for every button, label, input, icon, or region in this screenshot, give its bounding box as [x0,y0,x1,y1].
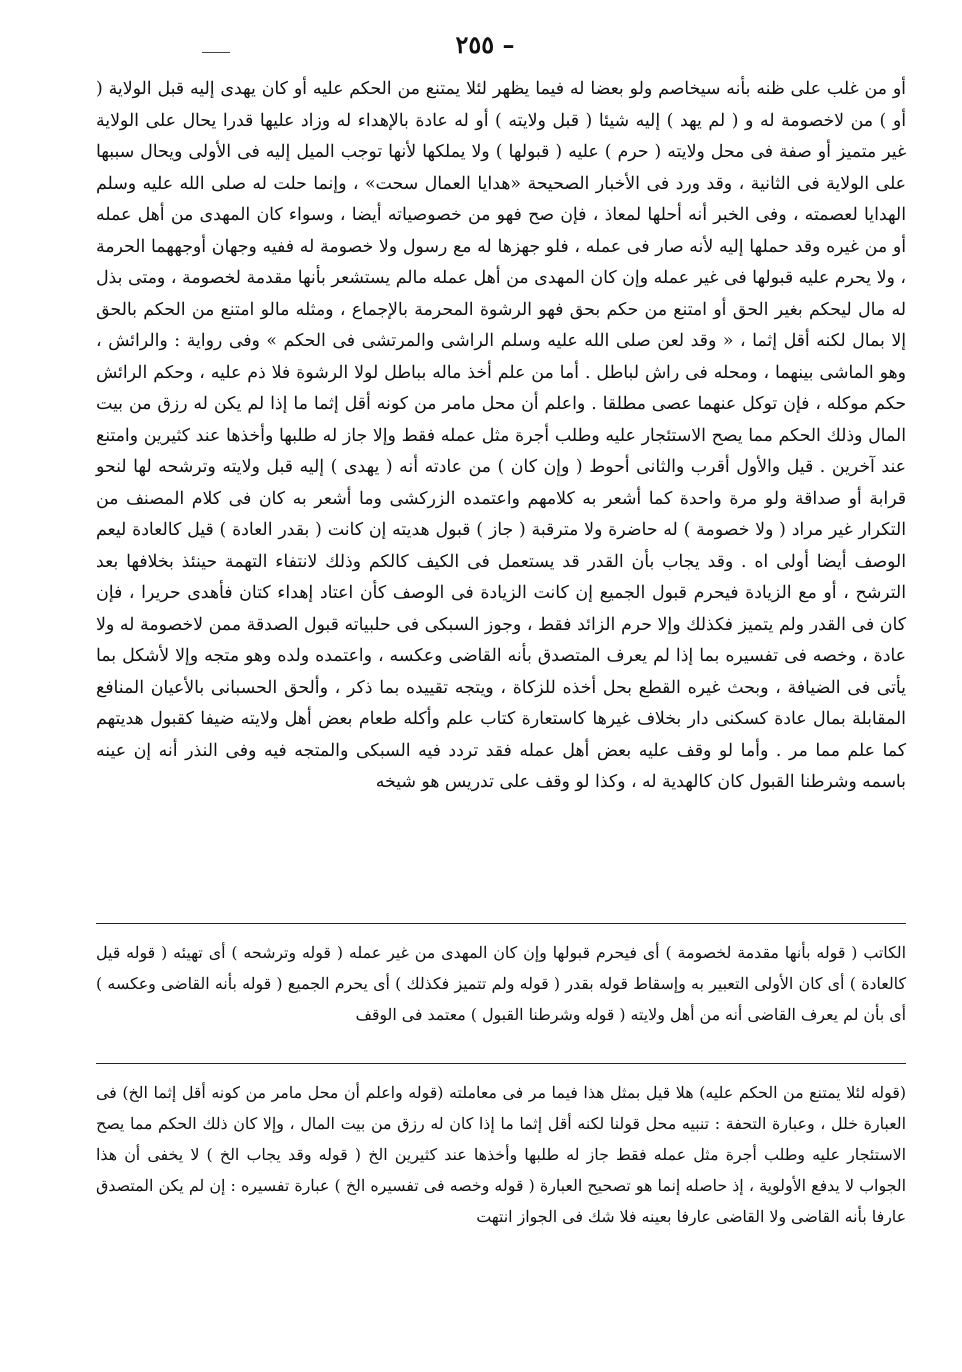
main-paragraph: أو من غلب على ظنه بأنه سيخاصم ولو بعضا له فيما يظهر لئلا يمتنع من الحكم عليه أو كان يهدى إليه قبل الولاية ( أو ) من لاخصومة له و ( لم يهد ) إليه شيئا ( قبل ولايته ) أو له عادة بالإهداء له وزاد عليها قدرا يحال على الولاية غير متميز أو صفة فى محل ولايته ( حرم ) عليه ( قبولها ) ولا يملكها لأنها توجب الميل إليه فى الأولى ويحال سببها على الولاية فى الثانية ، وقد ورد فى الأخبار الصحيحة «هدايا العمال سحت» ، وإنما حلت له صلى الله عليه وسلم الهدايا لعصمته ، وفى الخبر أنه أحلها لمعاذ ، فإن صح فهو من خصوصياته أيضا ، وسواء كان المهدى من أهل عمله أو من غيره وقد حملها إليه لأنه صار فى عمله ، فلو جهزها له مع رسول ولا خصومة له ففيه وجهان أوجههما الحرمة ، ولا يحرم عليه قبولها فى غير عمله وإن كان المهدى من أهل عمله مالم يستشعر بأنها مقدمة لخصومة ، ومتى بذل له مال ليحكم بغير الحق أو امتنع من حكم بحق فهو الرشوة المحرمة بالإجماع ، ومثله مالو امتنع من الحكم بالحق إلا بمال لكنه أقل إثما ، « وقد لعن صلى الله عليه وسلم الراشى والمرتشى فى الحكم » وفى رواية : والرائش ، وهو الماشى بينهما ، ومحله فى راش لباطل . أما من علم أخذ ماله بباطل لولا الرشوة فلا ذم عليه ، وحكم الرائش حكم موكله ، فإن توكل عنهما عصى مطلقا . واعلم أن محل مامر من كونه أقل إثما ما إذا لم يكن له رزق من بيت المال وذلك الحكم مما يصح الاستئجار عليه وطلب أجرة مثل عمله فقط وإلا جاز له طلبها وأخذها عند كثيرين وامتنع عند آخرين . قيل والأول أقرب والثانى أحوط ( وإن كان ) من عادته أنه ( يهدى ) إليه قبل ولايته وترشحه لها لنحو قرابة أو صداقة ولو مرة واحدة كما أشعر به كلامهم واعتمده الزركشى وما أشعر به كان فى كلام المصنف من التكرار غير مراد ( ولا خصومة ) له حاضرة ولا مترقبة ( جاز ) قبول هديته إن كانت ( بقدر العادة ) قيل كالعادة ليعم الوصف أيضا أولى اه . وقد يجاب بأن القدر قد يستعمل فى الكيف كالكم وذلك لانتفاء التهمة حينئذ بخلافها بعد الترشح ، أو مع الزيادة فيحرم قبول الجميع إن كانت الزيادة فى الوصف كأن اعتاد إهداء كتان فأهدى حريرا ، فإن كان فى القدر ولم يتميز فكذلك وإلا حرم الزائد فقط ، وجوز السبكى فى حلبياته قبول الصدقة ممن لاخصومة له ولا عادة ، وخصه فى تفسيره بما إذا لم يعرف المتصدق بأنه القاضى وعكسه ، واعتمده ولده وهو متجه وإلا لأشكل بما يأتى فى الضيافة ، وبحث غيره القطع بحل أخذه للزكاة ، ويتجه تقييده بما ذكر ، وألحق الحسبانى بالأعيان المنافع المقابلة بمال عادة كسكنى دار بخلاف غيرها كاستعارة كتاب علم وأكله طعام بعض أهل ولايته ضيفا كقبول هديتهم كما علم مما مر . وأما لو وقف عليه بعض أهل عمله فقد تردد فيه السبكى والمتجه فيه وفى النذر أنه إن عينه باسمه وشرطنا القبول كان كالهدية له ، وكذا لو وقف على تدريس هو شيخه [96,79,906,792]
corner-mark [202,52,230,53]
footnotes-block-2 [96,1077,906,1232]
footnotes-block-1 [96,937,906,1030]
footnote-paragraph-2: (قوله لئلا يمتنع من الحكم عليه) هلا قيل بمثل هذا فيما مر فى معاملته (قوله واعلم أن محل مامر من كونه أقل إثما الخ) فى العبارة خلل ، وعبارة التحفة : تنبيه محل قولنا لكنه أقل إثما ما إذا كان له رزق من بيت المال ، وإلا كان ذلك الحكم مما يصح الاستئجار عليه وطلب أجرة مثل عمله فقط جاز له طلبها وأخذها عند كثيرين الخ ( قوله وقد يجاب الخ ) لا يخفى أن هذا الجواب لا يدفع الأولوية ، إذ حاصله إنما هو تصحيح العبارة ( قوله وخصه فى تفسيره الخ ) عبارة تفسيره : إن لم يكن المتصدق عارفا بأنه القاضى ولا القاضى عارفا بعينه فلا شك فى الجواز انتهت [96,1083,907,1226]
page-number: – ٢٥٥ [455,30,515,59]
main-text-block [96,74,906,799]
footnote-paragraph-1: الكاتب ( قوله بأنها مقدمة لخصومة ) أى فيحرم قبولها وإن كان المهدى من غير عمله ( قوله وترشحه ) أى تهيئه ( قوله قيل كالعادة ) أى كان الأولى التعبير به وإسقاط قوله بقدر ( قوله ولم تتميز فكذلك ) أى يحرم الجميع ( قوله بأنه القاضى وعكسه ) أى بأن لم يعرف القاضى أنه من أهل ولايته ( قوله وشرطنا القبول ) معتمد فى الوقف [96,943,906,1024]
footnote-divider-2 [96,1063,906,1064]
footnote-divider-1 [96,923,906,924]
